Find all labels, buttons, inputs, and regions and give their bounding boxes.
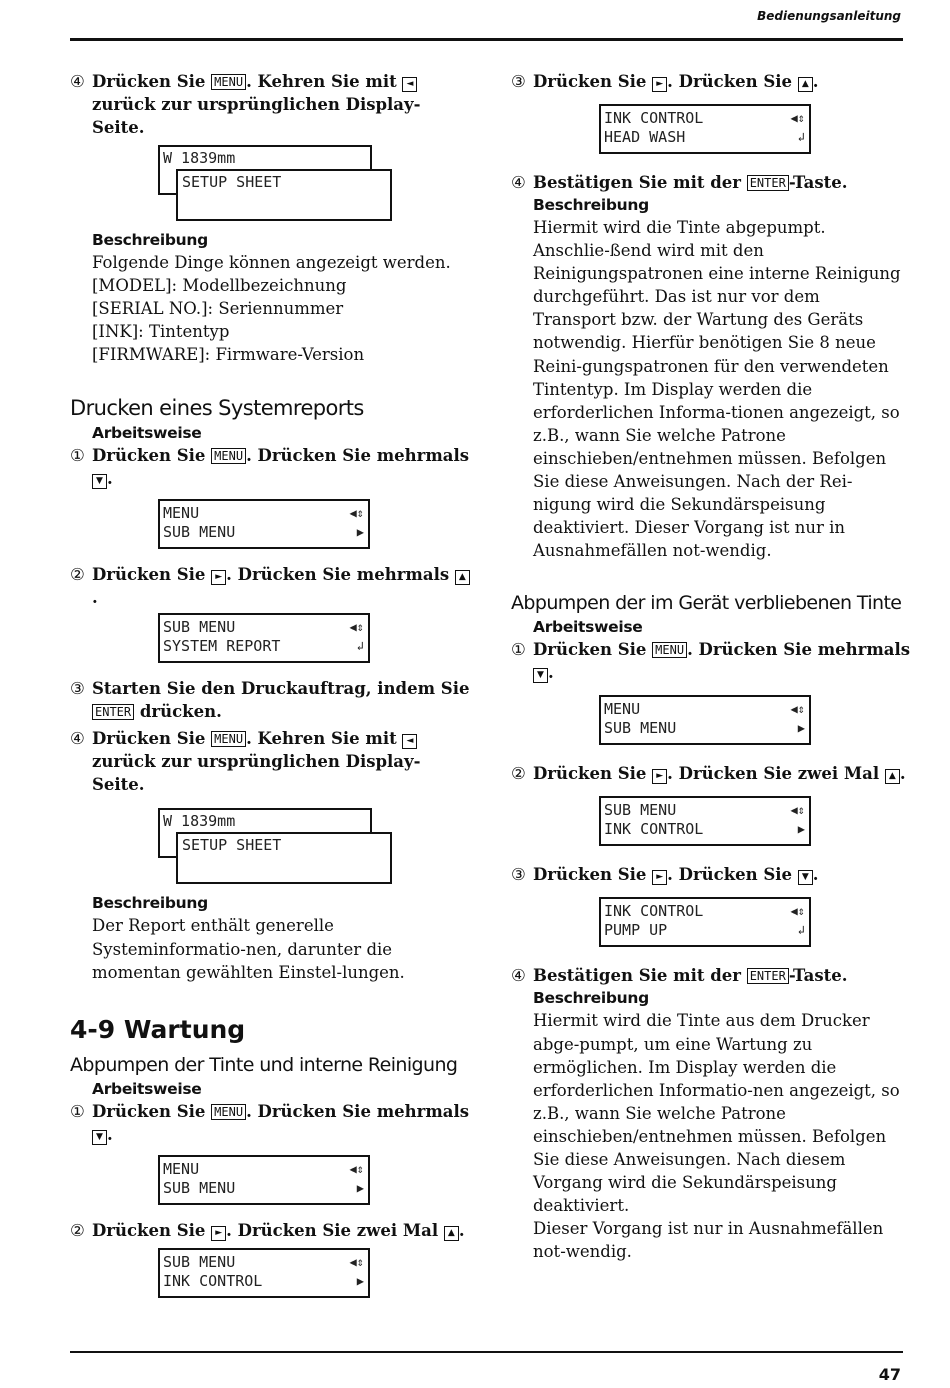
description-line: [MODEL]: Modellbezeichnung — [92, 276, 347, 296]
step-number-circle: ① — [70, 1101, 85, 1121]
left-arrow-key-icon: ◄ — [402, 734, 417, 749]
step-4: ④ Drücken Sie MENU . Kehren Sie mit ◄ zurück zur ursprünglichen Display-Seite. — [70, 729, 421, 795]
step-1: ① Drücken Sie MENU . Drücken Sie mehrmals ▼ . — [70, 446, 470, 489]
menu-key: MENU — [211, 448, 246, 464]
description-line: [FIRMWARE]: Firmware-Version — [92, 345, 365, 365]
lcd-display: INK CONTROL ◀⇕ HEAD WASH ↲ — [599, 104, 811, 154]
procedure-heading: Arbeitsweise — [92, 1079, 202, 1098]
step-number-circle: ③ — [70, 679, 85, 699]
description-line: [INK]: Tintentyp — [92, 322, 230, 342]
right-arrow-key-icon: ► — [652, 870, 667, 885]
lcd-nav-icon: ◀⇕ — [349, 506, 364, 521]
down-arrow-key-icon: ▼ — [533, 668, 548, 683]
lcd-display: INK CONTROL ◀⇕ PUMP UP ↲ — [599, 897, 811, 947]
lcd-display: MENU ◀⇕ SUB MENU ▶ — [158, 499, 370, 549]
step-1: ① Drücken Sie MENU . Drücken Sie mehrmals ▼ . — [70, 1101, 470, 1144]
lcd-right-icon: ▶ — [356, 1180, 364, 1195]
up-arrow-key-icon: ▲ — [885, 769, 900, 784]
lcd-display: SUB MENU ◀⇕ INK CONTROL ▶ — [599, 796, 811, 846]
lcd-back-screen: W 1839mm — [158, 808, 372, 832]
lcd-display: SUB MENU ◀⇕ SYSTEM REPORT ↲ — [158, 613, 370, 663]
lcd-nav-icon: ◀⇕ — [790, 702, 805, 717]
step-number-circle: ③ — [511, 72, 526, 91]
chapter-heading: 4-9 Wartung — [70, 1014, 246, 1044]
lcd-nav-icon: ◀⇕ — [349, 1254, 364, 1269]
menu-key: MENU — [211, 731, 246, 747]
lcd-nav-icon: ◀⇕ — [790, 904, 805, 919]
step-number-circle: ① — [511, 640, 526, 660]
header-title: Bedienungsanleitung — [757, 9, 901, 23]
procedure-heading: Arbeitsweise — [533, 618, 643, 637]
step-number-circle: ④ — [70, 72, 85, 91]
lcd-right-icon: ▶ — [356, 525, 364, 540]
menu-key: MENU — [211, 1104, 246, 1120]
section-wartung — [70, 1014, 470, 1298]
step-number-circle: ② — [511, 764, 526, 784]
lcd-display: SUB MENU ◀⇕ INK CONTROL ▶ — [158, 1248, 370, 1298]
lcd-display: MENU ◀⇕ SUB MENU ▶ — [599, 695, 811, 745]
enter-icon: ↲ — [797, 923, 805, 938]
down-arrow-key-icon: ▼ — [92, 474, 107, 489]
section-heading: Drucken eines Systemreports — [70, 396, 364, 421]
lcd-back-edge — [158, 830, 178, 858]
right-arrow-key-icon: ► — [652, 77, 667, 92]
up-arrow-key-icon: ▲ — [455, 570, 470, 585]
lcd-back-edge — [158, 167, 178, 195]
left-column — [70, 70, 470, 1298]
down-arrow-key-icon: ▼ — [92, 1130, 107, 1145]
step-number-circle: ② — [70, 1220, 85, 1240]
step-number-circle: ④ — [511, 173, 526, 192]
description-text: Hiermit wird die Tinte aus dem Drucker abge-pumpt, um eine Wartung zu ermöglichen. Im Display werden die erforderlichen Informatio-nen angezeigt, so z.B., wann Sie welche Patrone einschieben/entnehmen müssen. Befolgen Sie diese Anweisungen. Nach diesem Vorgang wird die Sekundärspeisung deaktiviert. — [533, 1011, 900, 1216]
description-heading: Beschreibung — [533, 196, 649, 214]
lcd-nav-icon: ◀⇕ — [349, 620, 364, 635]
section-system-report — [70, 394, 470, 983]
step-number-circle: ③ — [511, 865, 526, 885]
step-3: ③ Starten Sie den Druckauftrag, indem Sie ENTER drücken. — [70, 679, 470, 722]
menu-key: MENU — [211, 74, 246, 90]
lcd-display-stacked — [158, 808, 470, 888]
down-arrow-key-icon: ▼ — [798, 870, 813, 885]
enter-key: ENTER — [92, 704, 134, 720]
description-text: Hiermit wird die Tinte abgepumpt. Anschlie-ßend wird mit den Reinigungspatronen eine interne Reinigung durchgeführt. Das ist nur vor dem Transport bzw. der Wartung des Geräts notwendig. Hierfür benötigen Sie 8 neue Reini-gungspatronen für den verwendeten Tintentyp. Im Display werden die erforderlichen Informa-tionen angezeigt, so z.B., wann Sie welche Patrone einschieben/entnehmen müssen. Befolgen Sie diese Anweisungen. Nach der Rei-nigung wird die Sekundärspeisung deaktiviert. Dieser Vorgang ist nur in Ausnahmefällen not-wendig. — [533, 218, 901, 561]
lcd-nav-icon: ◀⇕ — [790, 111, 805, 125]
section-pump-remaining-ink — [511, 590, 911, 1263]
description-text: Dieser Vorgang ist nur in Ausnahmefällen not-wendig. — [533, 1219, 884, 1262]
lcd-display: MENU ◀⇕ SUB MENU ▶ — [158, 1155, 370, 1205]
up-arrow-key-icon: ▲ — [798, 77, 813, 92]
step-4: ④ Bestätigen Sie mit der ENTER -Taste. — [511, 966, 848, 986]
step-4-return: ④ Drücken Sie MENU . Kehren Sie mit ◄ zurück zur ursprünglichen Display-Seite. — [70, 72, 421, 137]
step-3: ③ Drücken Sie ► . Drücken Sie ▼ . — [511, 865, 819, 885]
step-4: ④ Bestätigen Sie mit der ENTER -Taste. — [511, 173, 848, 192]
description-line: [SERIAL NO.]: Seriennummer — [92, 299, 344, 319]
procedure-heading: Arbeitsweise — [92, 424, 202, 443]
section-heading: Abpumpen der Tinte und interne Reinigung — [70, 1053, 458, 1076]
lcd-right-icon: ▶ — [797, 721, 805, 736]
lcd-right-icon: ▶ — [797, 822, 805, 837]
description-block — [70, 892, 470, 983]
enter-icon: ↲ — [356, 639, 364, 654]
description-block — [70, 229, 470, 366]
step-number-circle: ④ — [511, 966, 526, 986]
lcd-nav-icon: ◀⇕ — [349, 1161, 364, 1176]
lcd-back-screen: W 1839mm — [158, 145, 372, 169]
right-column — [511, 70, 911, 1263]
step-2: ② Drücken Sie ► . Drücken Sie zwei Mal ▲ . — [70, 1220, 465, 1240]
step-2: ② Drücken Sie ► . Drücken Sie mehrmals ▲. — [70, 563, 470, 609]
lcd-front-screen: SETUP SHEET — [176, 832, 392, 884]
up-arrow-key-icon: ▲ — [444, 1226, 459, 1241]
step-1: ① Drücken Sie MENU . Drücken Sie mehrmals ▼ . — [511, 640, 911, 683]
step-number-circle: ② — [70, 565, 85, 585]
description-block — [511, 194, 911, 562]
lcd-right-icon: ▶ — [356, 1273, 364, 1288]
description-block — [511, 987, 911, 1263]
enter-icon: ↲ — [797, 130, 805, 144]
section-heading: Abpumpen der im Gerät verbliebenen Tinte — [511, 592, 902, 615]
step-number-circle: ① — [70, 446, 85, 466]
step-2: ② Drücken Sie ► . Drücken Sie zwei Mal ▲ . — [511, 764, 906, 784]
description-line: Folgende Dinge können angezeigt werden. — [92, 253, 451, 272]
menu-key: MENU — [652, 642, 687, 658]
enter-key: ENTER — [747, 968, 789, 984]
step-number-circle: ④ — [70, 729, 85, 749]
description-heading: Beschreibung — [92, 894, 208, 913]
lcd-front-screen: SETUP SHEET — [176, 169, 392, 221]
lcd-nav-icon: ◀⇕ — [790, 803, 805, 818]
description-text: Der Report enthält generelle Systeminformatio-nen, darunter die momentan gewählten Einstel-lungen. — [92, 916, 405, 982]
right-arrow-key-icon: ► — [211, 570, 226, 585]
left-arrow-key-icon: ◄ — [402, 77, 417, 92]
step-3: ③ Drücken Sie ► . Drücken Sie ▲ . — [511, 72, 819, 91]
description-heading: Beschreibung — [92, 231, 208, 249]
lcd-display-stacked — [158, 145, 470, 225]
page-number: 47 — [878, 1365, 901, 1384]
bottom-rule — [70, 1351, 903, 1353]
top-rule — [70, 38, 903, 41]
right-arrow-key-icon: ► — [211, 1226, 226, 1241]
description-heading: Beschreibung — [533, 989, 649, 1008]
right-arrow-key-icon: ► — [652, 769, 667, 784]
enter-key: ENTER — [747, 175, 789, 191]
